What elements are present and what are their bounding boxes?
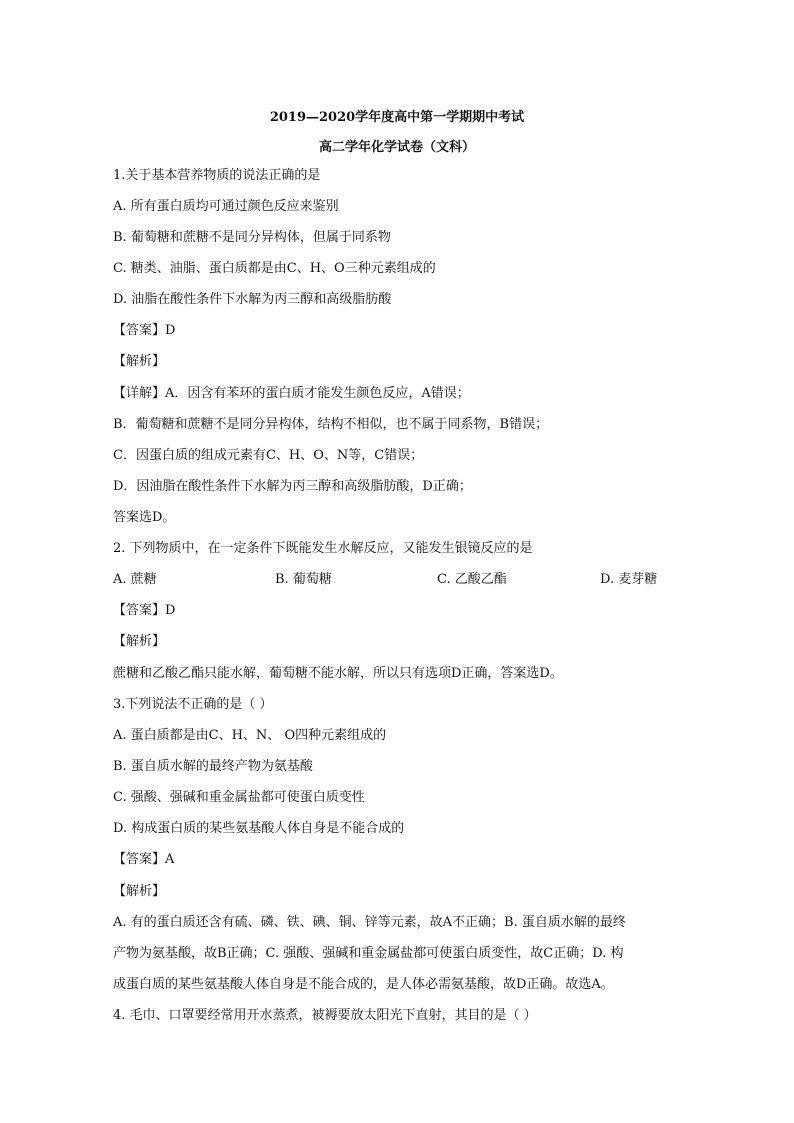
q1-detail-c: C．因蛋白质的组成元素有C、H、O、N等，C错误；: [113, 448, 424, 463]
q1-analysis-label: 【解析】: [113, 354, 166, 369]
q3-option-c: C. 强酸、强碱和重金属盐都可使蛋白质变性: [113, 790, 365, 805]
q3-explanation-line2: 产物为氨基酸，故B正确；C. 强酸、强碱和重金属盐都可使蛋白质变性，故C正确；D. 构: [113, 946, 624, 961]
exam-subtitle: 高二学年化学试卷（文科）: [318, 140, 475, 155]
q3-explanation-line3: 成蛋白质的某些氨基酸人体自身是不能合成的，是人体必需氨基酸，故D正确。故选A。: [113, 977, 614, 992]
q2-option-b: B. 葡萄糖: [275, 572, 332, 587]
q3-option-d: D. 构成蛋白质的某些氨基酸人体自身是不能合成的: [113, 821, 405, 836]
q1-detail-d: D．因油脂在酸性条件下水解为丙三醇和高级脂肪酸，D正确；: [113, 479, 472, 494]
q1-option-c: C. 糖类、油脂、蛋白质都是由C、H、O三种元素组成的: [113, 261, 436, 276]
q3-answer: 【答案】A: [113, 852, 175, 867]
q1-answer: 【答案】D: [113, 323, 176, 338]
q2-option-a: A. 蔗糖: [113, 572, 157, 587]
q3-stem: 3.下列说法不正确的是（ ）: [113, 697, 273, 712]
q2-analysis-label: 【解析】: [113, 634, 166, 649]
q2-answer: 【答案】D: [113, 603, 176, 618]
q4-stem: 4. 毛巾、口罩要经常用开水蒸煮，被褥要放太阳光下直射，其目的是（ ）: [113, 1008, 537, 1023]
q1-detail-a: 【详解】A．因含有苯环的蛋白质才能发生颜色反应，A错误；: [113, 386, 470, 401]
q1-option-a: A. 所有蛋白质均可通过颜色反应来鉴别: [113, 199, 339, 214]
q2-option-c: C. 乙酸乙酯: [437, 572, 507, 587]
q3-explanation-line1: A. 有的蛋白质还含有硫、磷、铁、碘、铜、锌等元素，故A不正确；B. 蛋自质水解的最终: [113, 915, 626, 930]
q3-option-b: B. 蛋自质水解的最终产物为氨基酸: [113, 759, 313, 774]
q2-option-d: D. 麦芽糖: [600, 572, 658, 587]
q2-stem: 2. 下列物质中，在一定条件下既能发生水解反应，又能发生银镜反应的是: [113, 541, 533, 556]
exam-title: 2019—2020学年度高中第一学期期中考试: [269, 110, 525, 125]
q1-stem: 1.关于基本营养物质的说法正确的是: [113, 168, 321, 183]
q1-detail-b: B．葡萄糖和蔗糖不是同分异构体，结构不相似，也不属于同系物，B错误；: [113, 417, 549, 432]
q3-analysis-label: 【解析】: [113, 884, 166, 899]
q1-conclusion: 答案选D。: [113, 510, 176, 525]
q2-explanation: 蔗糖和乙酸乙酯只能水解，葡萄糖不能水解，所以只有选项D正确，答案选D。: [113, 666, 563, 681]
q3-option-a: A. 蛋白质都是由C、H、N、 O四种元素组成的: [113, 728, 387, 743]
q1-option-d: D. 油脂在酸性条件下水解为丙三醇和高级脂肪酸: [113, 292, 392, 307]
q1-option-b: B. 葡萄糖和蔗糖不是同分异构体，但属于同系物: [113, 230, 391, 245]
